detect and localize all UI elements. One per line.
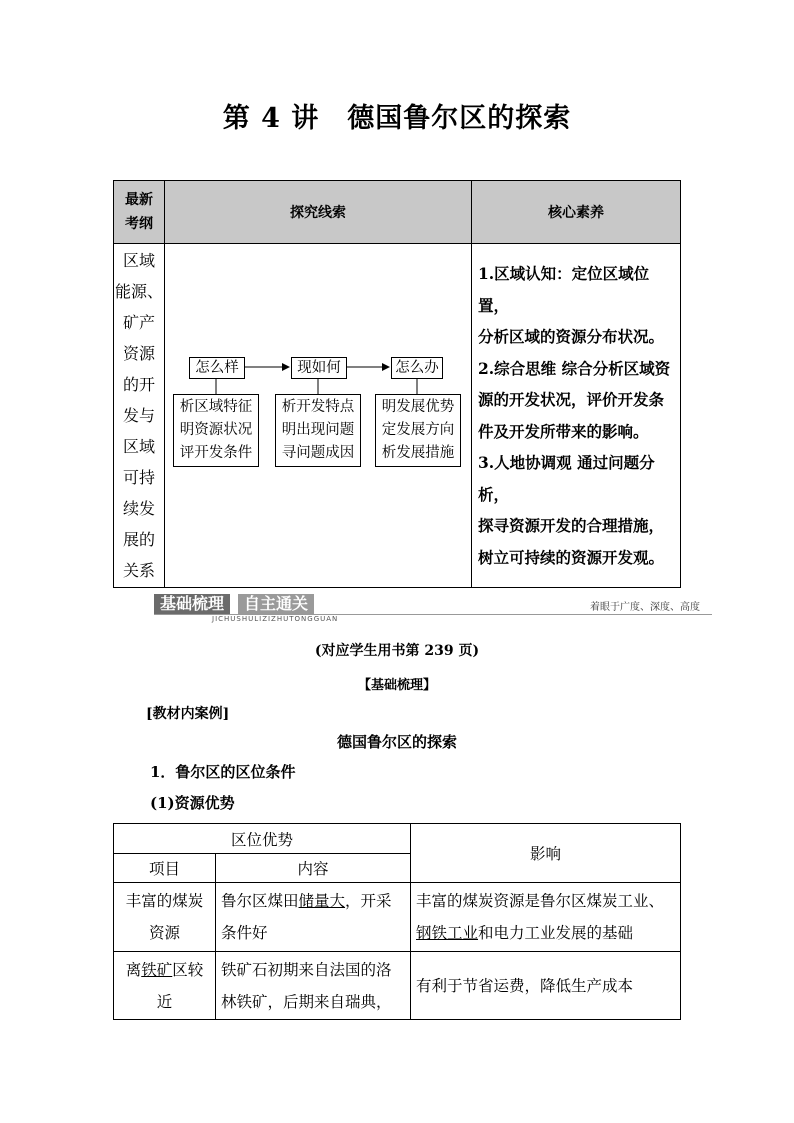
- banner-label-self: 自主通关: [238, 594, 314, 614]
- row1-item: [114, 883, 216, 952]
- flow-step-how: 怎么样: [189, 357, 245, 379]
- text-run: 鲁尔区煤田: [221, 892, 299, 910]
- header-item: 项目: [114, 854, 216, 883]
- banner-slogan: 着眼于广度、深度、高度: [590, 602, 700, 613]
- header-syllabus: [114, 181, 165, 244]
- core-line: 件及开发所带来的影响。: [478, 421, 649, 441]
- core-line: 1.区域认知：定位区域位置，: [478, 264, 650, 315]
- text-run: 区较: [172, 960, 204, 979]
- cell-line: 丰富的煤炭: [125, 892, 204, 910]
- header-core-literacy: 核心素养: [472, 181, 681, 244]
- clue-flowchart: [165, 244, 471, 587]
- section-heading: 1．鲁尔区的区位条件: [150, 763, 296, 781]
- flow-detail-line: 析区域特征: [179, 399, 253, 415]
- case-title: 德国鲁尔区的探索: [336, 733, 457, 751]
- syllabus-line: 展的: [122, 530, 155, 549]
- underlined-term: 铁矿: [141, 960, 173, 979]
- flow-cell: [165, 244, 472, 588]
- cell-line: 条件好: [221, 924, 268, 942]
- cell-line: 资源: [148, 924, 180, 942]
- cell-line: [221, 885, 405, 917]
- row1-content: [216, 883, 411, 952]
- banner-pinyin: JICHUSHULIZIZHUTONGGUAN: [212, 615, 339, 623]
- header-clues: 探究线索: [165, 181, 472, 244]
- syllabus-line: 关系: [122, 561, 155, 580]
- cell-line: 铁矿石初期来自法国的洛: [221, 960, 392, 979]
- syllabus-line: 资源: [122, 344, 155, 363]
- flow-step-current: 现如何: [291, 357, 347, 379]
- core-line: 源的开发状况，评价开发条: [478, 390, 665, 409]
- syllabus-line: 区域: [122, 437, 155, 456]
- syllabus-line: 区域: [122, 251, 155, 270]
- flow-detail-line: 明资源状况: [179, 422, 253, 438]
- flow-detail-line: 明发展优势: [381, 399, 455, 415]
- syllabus-line: 矿产: [122, 313, 155, 332]
- page-title: 第 4 讲 德国鲁尔区的探索: [222, 103, 572, 134]
- syllabus-line: 的开: [122, 375, 155, 394]
- cell-line: [119, 954, 210, 986]
- text-run: 和电力工业发展的基础: [478, 924, 634, 942]
- flow-detail-line: 寻问题成因: [281, 445, 355, 461]
- syllabus-line: 能源、: [114, 282, 163, 301]
- resource-advantage-table: [113, 823, 681, 1020]
- subsection-heading: (1)资源优势: [150, 794, 235, 812]
- syllabus-line: 发与: [122, 406, 155, 425]
- header-syllabus-text: 最新考纲: [125, 192, 153, 232]
- section-banner: [150, 592, 712, 622]
- core-line: 2.综合思维 综合分析区域资: [478, 358, 671, 378]
- syllabus-cell: [114, 244, 165, 588]
- row1-effect: [411, 883, 681, 952]
- flow-detail-line: 析开发特点: [281, 399, 355, 415]
- flow-detail-line: 评开发条件: [179, 445, 253, 461]
- cell-line: 林铁矿，后期来自瑞典，: [221, 992, 392, 1011]
- row2-item: [114, 952, 216, 1020]
- header-content: 内容: [216, 854, 411, 883]
- core-line: 3.人地协调观 通过问题分析，: [478, 453, 655, 504]
- text-run: ，开采: [345, 892, 392, 910]
- flow-detail-current: [275, 394, 361, 467]
- flow-detail-line: 明出现问题: [281, 422, 355, 438]
- syllabus-line: 可持: [122, 468, 155, 487]
- row2-content: [216, 952, 411, 1020]
- cell-line: 近: [156, 992, 173, 1011]
- subheading: 【基础梳理】: [357, 678, 436, 693]
- flow-detail-line: 定发展方向: [381, 422, 455, 438]
- flow-step-action: 怎么办: [391, 357, 443, 379]
- syllabus-line: 续发: [122, 499, 155, 518]
- text-run: 离: [125, 960, 142, 979]
- core-line: 分析区域的资源分布状况。: [478, 327, 665, 346]
- header-location-advantage: 区位优势: [114, 824, 411, 854]
- core-line: 树立可持续的资源开发观。: [478, 547, 665, 567]
- row2-effect: 有利于节省运费，降低生产成本: [411, 952, 681, 1020]
- core-literacy-cell: [472, 244, 681, 588]
- core-line: 探寻资源开发的合理措施，: [478, 516, 665, 535]
- page-reference: (对应学生用书第 239 页): [314, 643, 480, 659]
- flow-detail-action: [375, 394, 461, 467]
- flow-detail-how: [173, 394, 259, 467]
- underlined-term: 储量大: [298, 892, 346, 910]
- flow-detail-line: 析发展措施: [381, 445, 455, 461]
- underlined-term: 钢铁工业: [416, 924, 479, 942]
- header-effect: 影响: [411, 824, 681, 883]
- case-tag: [教材内案例]: [146, 706, 230, 722]
- overview-table: [113, 180, 681, 588]
- cell-line: [416, 917, 675, 949]
- banner-label-basic: 基础梳理: [154, 594, 230, 614]
- cell-line: 丰富的煤炭资源是鲁尔区煤炭工业、: [416, 892, 665, 910]
